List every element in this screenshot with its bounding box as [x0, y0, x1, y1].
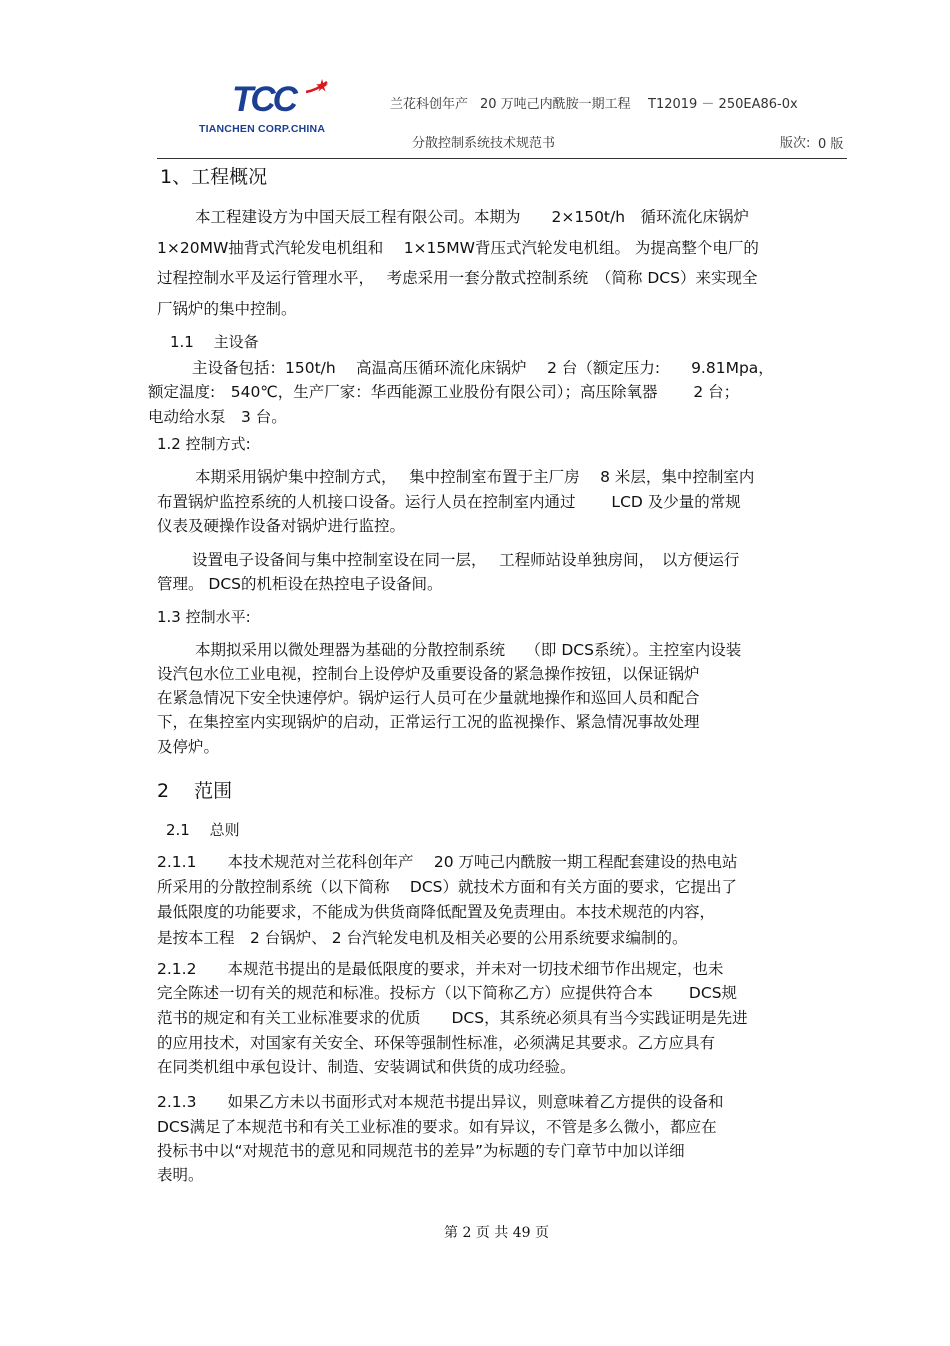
logo-subtitle: TIANCHEN CORP.CHINA: [199, 123, 326, 135]
section-1-2-title: 1.2 控制方式:: [157, 435, 251, 453]
header-doc-number: T12019 － 250EA86-0x: [648, 97, 798, 112]
paragraph-line: 是按本工程 2 台锅炉、 2 台汽轮发电机及相关必要的公用系统要求编制的。: [157, 929, 688, 947]
paragraph-line: 本期拟采用以微处理器为基础的分散控制系统 （即 DCS系统）。主控室内设装: [195, 641, 742, 659]
paragraph-line: 1×20MW抽背式汽轮发电机组和 1×15MW背压式汽轮发电机组。 为提高整个电厂的: [157, 239, 759, 257]
paragraph-line: 2.1.3 如果乙方未以书面形式对本规范书提出异议，则意味着乙方提供的设备和: [157, 1093, 724, 1111]
paragraph-line: 表明。: [157, 1166, 204, 1184]
section-2-title: 2 范围: [157, 780, 233, 802]
paragraph-line: 在同类机组中承包设计、制造、安装调试和供货的成功经验。: [157, 1058, 576, 1076]
page-number: 第 2 页 共 49 页: [444, 1225, 549, 1241]
paragraph-line: 过程控制水平及运行管理水平， 考虑采用一套分散式控制系统 （简称 DCS）来实现全: [157, 269, 758, 287]
paragraph-line: 本工程建设方为中国天辰工程有限公司。本期为 2×150t/h 循环流化床锅炉: [195, 208, 750, 226]
paragraph-line: 范书的规定和有关工业标准要求的优质 DCS，其系统必须具有当今实践证明是先进: [157, 1009, 748, 1027]
paragraph-line: 电动给水泵 3 台。: [148, 408, 287, 426]
paragraph-line: 在紧急情况下安全快速停炉。锅炉运行人员可在少量就地操作和巡回人员和配合: [157, 689, 700, 707]
paragraph-line: 设汽包水位工业电视，控制台上设停炉及重要设备的紧急操作按钮，以保证锅炉: [157, 665, 700, 683]
paragraph-line: 管理。 DCS的机柜设在热控电子设备间。: [157, 575, 443, 593]
paragraph-line: 完全陈述一切有关的规范和标准。投标方（以下简称乙方）应提供符合本 DCS规: [157, 984, 738, 1002]
paragraph-line: 厂锅炉的集中控制。: [157, 300, 297, 318]
section-2-1-title: 2.1 总则: [166, 821, 240, 839]
logo-star-icon: [304, 76, 330, 102]
paragraph-line: 布置锅炉监控系统的人机接口设备。运行人员在控制室内通过 LCD 及少量的常规: [157, 493, 741, 511]
paragraph-line: 主设备包括：150t/h 高温高压循环流化床锅炉 2 台（额定压力: 9.81Mpa，: [192, 359, 774, 377]
paragraph-line: 仪表及硬操作设备对锅炉进行监控。: [157, 517, 406, 535]
header-version-label: 版次:: [780, 136, 811, 151]
paragraph-line: 额定温度: 540℃，生产厂家：华西能源工业股份有限公司）；高压除氧器 2 台；: [148, 383, 740, 401]
header-version-value: 0 版: [818, 137, 844, 152]
header-doc-title: 分散控制系统技术规范书: [412, 136, 556, 151]
paragraph-line: 设置电子设备间与集中控制室设在同一层， 工程师站设单独房间， 以方便运行: [192, 551, 740, 569]
company-logo: [196, 74, 336, 136]
paragraph-line: 本期采用锅炉集中控制方式， 集中控制室布置于主厂房 8 米层，集中控制室内: [195, 468, 755, 486]
section-1-title: 1、工程概况: [160, 166, 268, 188]
header-project: 兰花科创年产: [390, 97, 469, 112]
paragraph-line: 及停炉。: [157, 738, 220, 756]
paragraph-line: 下，在集控室内实现锅炉的启动，正常运行工况的监视操作、紧急情况事故处理: [157, 713, 700, 731]
header-divider: [157, 158, 847, 159]
header-project-name: 20 万吨己内酰胺一期工程: [480, 97, 631, 112]
paragraph-line: 所采用的分散控制系统（以下简称 DCS）就技术方面和有关方面的要求，它提出了: [157, 878, 738, 896]
paragraph-line: DCS满足了本规范书和有关工业标准的要求。如有异议，不管是多么微小，都应在: [157, 1118, 717, 1136]
section-1-1-title: 1.1 主设备: [170, 333, 259, 351]
paragraph-line: 的应用技术，对国家有关安全、环保等强制性标准，必须满足其要求。乙方应具有: [157, 1034, 716, 1052]
paragraph-line: 2.1.1 本技术规范对兰花科创年产 20 万吨己内酰胺一期工程配套建设的热电站: [157, 853, 738, 871]
logo-wordmark: TCC: [232, 80, 295, 119]
paragraph-line: 最低限度的功能要求，不能成为供货商降低配置及免责理由。本技术规范的内容，: [157, 903, 716, 921]
section-1-3-title: 1.3 控制水平:: [157, 608, 251, 626]
paragraph-line: 2.1.2 本规范书提出的是最低限度的要求，并未对一切技术细节作出规定，也未: [157, 960, 724, 978]
paragraph-line: 投标书中以“对规范书的意见和同规范书的差异”为标题的专门章节中加以详细: [157, 1142, 685, 1160]
